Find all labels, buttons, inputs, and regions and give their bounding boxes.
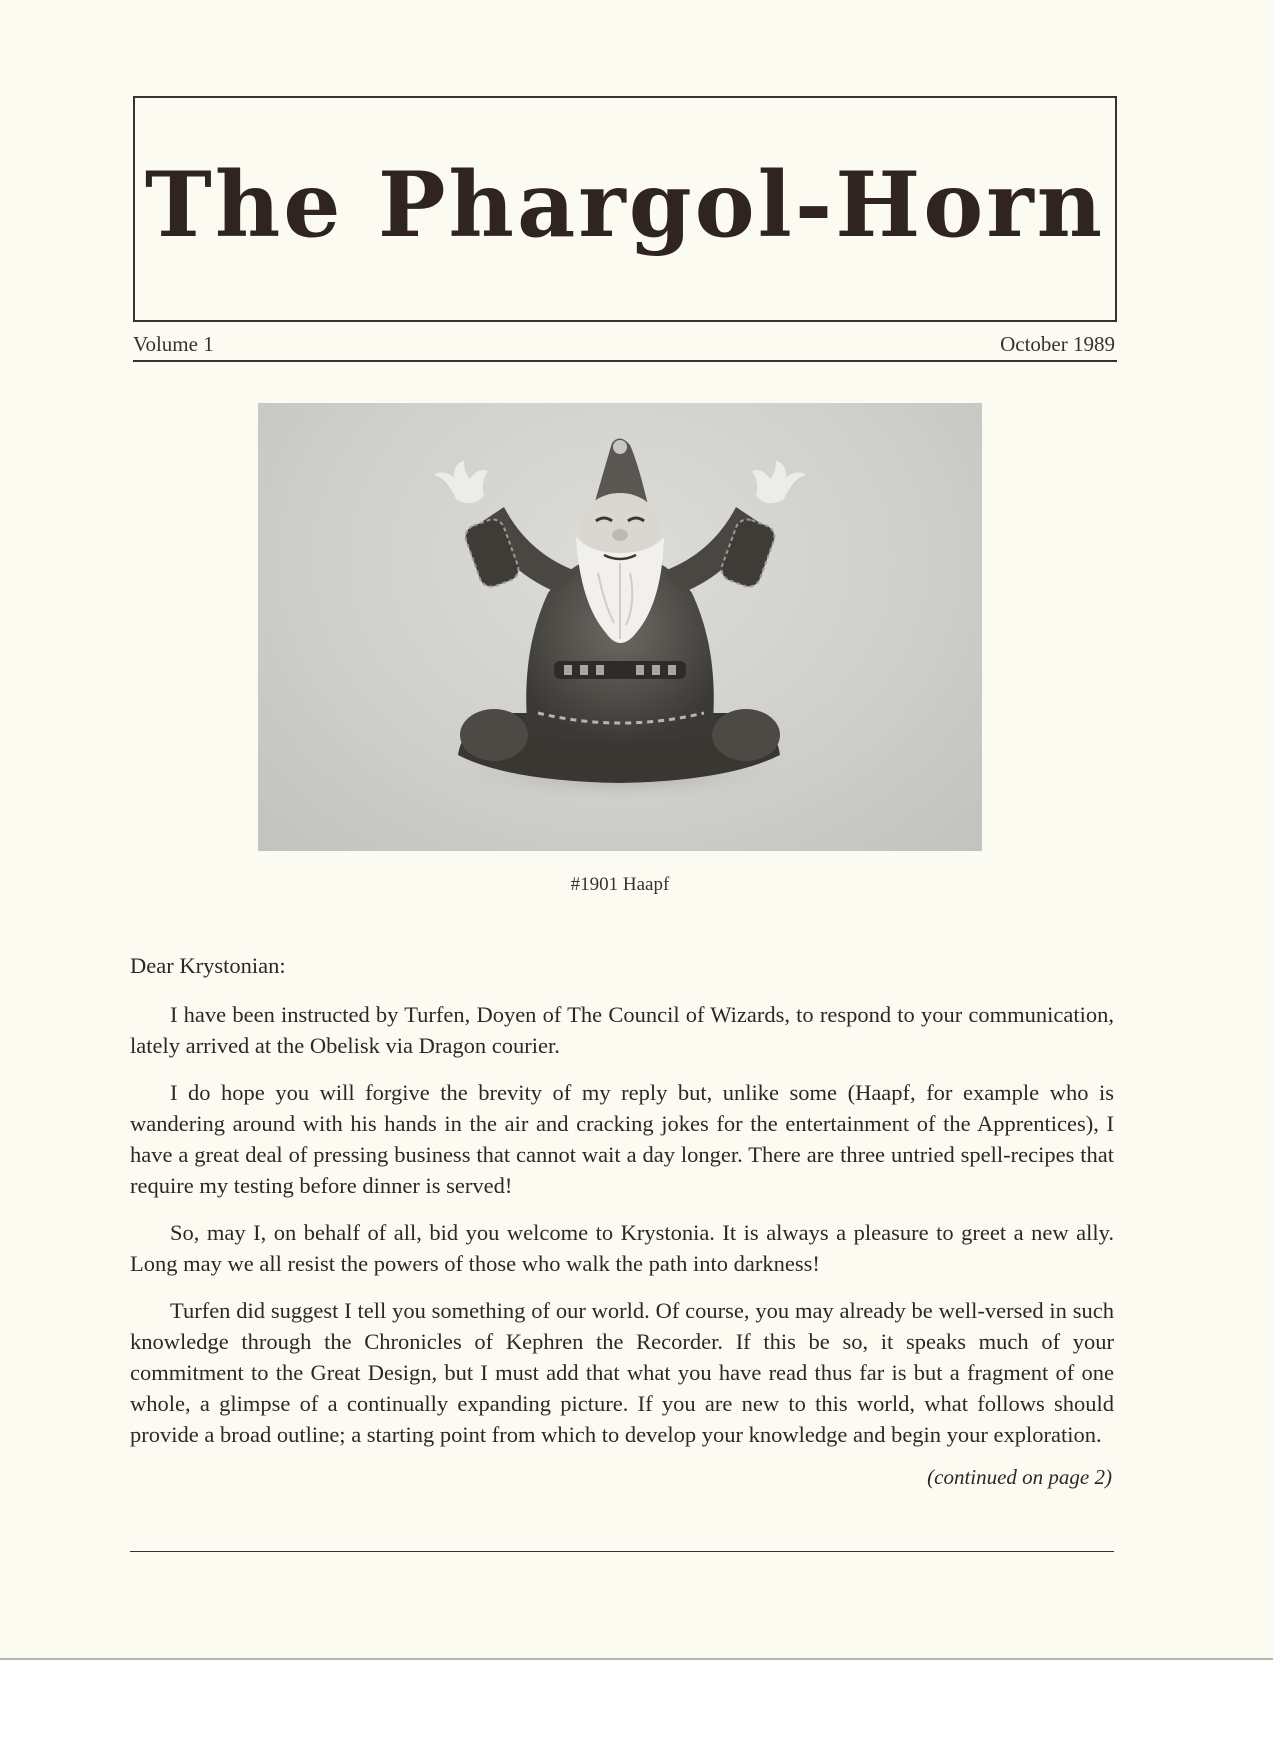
- wizard-figurine-illustration: [258, 403, 982, 851]
- continued-note: (continued on page 2): [927, 1465, 1112, 1489]
- letter-paragraph: Turfen did suggest I tell you something of our world. Of course, you may already be well-versed in such knowledge through the Chronicles of Kephren the Recorder. If this be so, it speaks much of your commitment to the Great Design, but I must add that what you have read thus far is but a fragment of one whole, a glimpse of a continually expanding picture. If you are new to this world, what follows should provide a broad outline; a starting point from which to develop your knowledge and begin your exploration.: [130, 1298, 1114, 1447]
- masthead-title: The Phargol-Horn: [144, 152, 1106, 258]
- masthead-frame: [133, 96, 1117, 322]
- figurine-photo: [258, 403, 982, 851]
- letter-paragraph: So, may I, on behalf of all, bid you welcome to Krystonia. It is always a pleasure to greet a new ally. Long may we all resist the powers of those who walk the path into darkness!: [130, 1220, 1114, 1276]
- letter-paragraph: I do hope you will forgive the brevity of my reply but, unlike some (Haapf, for example who is wandering around with his hands in the air and cracking jokes for the entertainment of the Apprentices), I have a great deal of pressing business that cannot wait a day longer. There are three untried spell-recipes that require my testing before dinner is served!: [130, 1080, 1114, 1198]
- salutation: Dear Krystonian:: [130, 953, 286, 978]
- letter-body: [130, 950, 1114, 1493]
- bottom-rule: [130, 1551, 1114, 1552]
- volume-label: Volume 1: [133, 332, 214, 356]
- photo-caption: #1901 Haapf: [570, 874, 670, 895]
- letter-paragraph: I have been instructed by Turfen, Doyen of The Council of Wizards, to respond to your communication, lately arrived at the Obelisk via Dragon courier.: [130, 1002, 1114, 1058]
- dateline: [133, 330, 1117, 362]
- issue-date: October 1989: [1000, 332, 1115, 356]
